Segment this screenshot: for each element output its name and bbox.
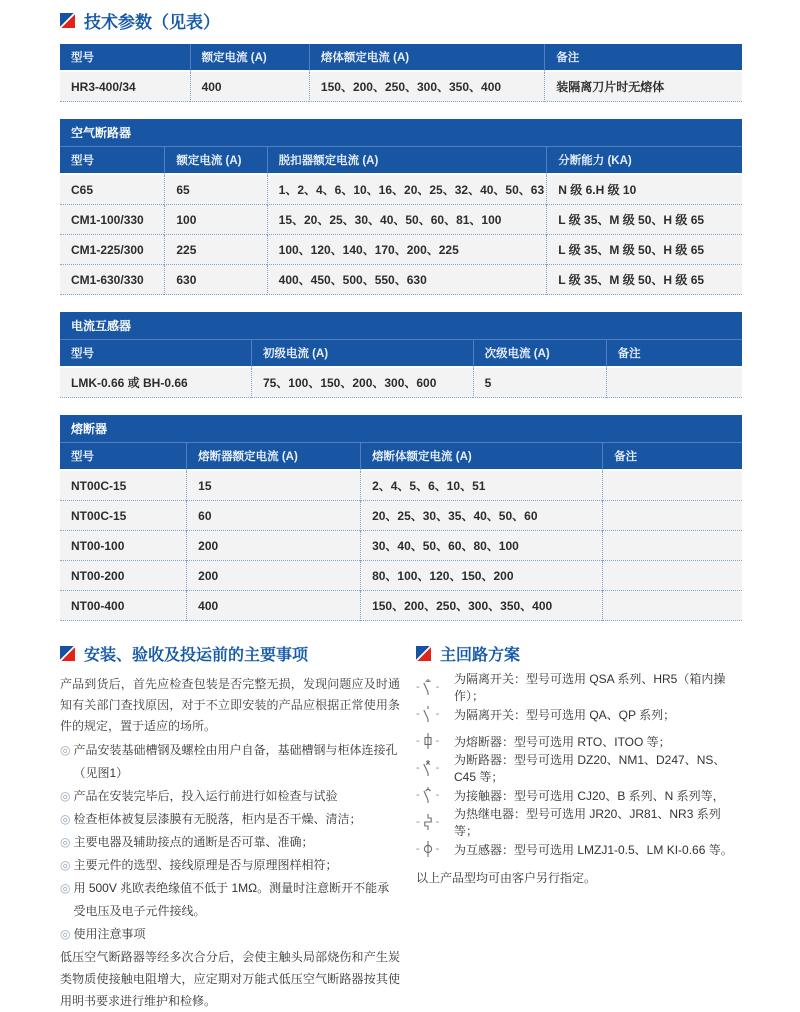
table-cell: 65 — [164, 175, 266, 205]
table-row — [60, 265, 742, 295]
table-row — [60, 531, 742, 561]
circuit-item-text: 为断路器：型号可选用 DZ20、NM1、D247、NS、C45 等； — [454, 753, 726, 784]
table-title-row — [60, 415, 742, 443]
data-table — [60, 44, 742, 102]
circuit-item-text: 为隔离开关：型号可选用 QA、QP 系列； — [454, 707, 676, 722]
table-header-cell: 熔断器额定电流 (A) — [186, 443, 360, 471]
circuit-item-text: 为接触器：型号可选用 CJ20、B 系列、N 系列等， — [454, 788, 725, 803]
table-header-cell: 初级电流 (A) — [251, 340, 473, 368]
circuit-footer: 以上产品型均可由客户另行指定。 — [416, 871, 597, 885]
fuse-icon: - - — [416, 734, 440, 747]
table-header-row — [60, 443, 742, 471]
table-header-cell: 熔断体额定电流 (A) — [360, 443, 602, 471]
circuit-item-text: 为互感器：型号可选用 LMZJ1-0.5、LM KI-0.66 等。 — [454, 842, 733, 857]
table-cell: 30、40、50、60、80、100 — [360, 531, 602, 561]
bullet-text: 主要电器及辅助接点的通断是否可靠、准确； — [73, 835, 314, 849]
table-header-cell: 脱扣器额定电流 (A) — [267, 147, 547, 175]
circuit-item — [416, 807, 742, 838]
table-cell: 200 — [186, 531, 360, 561]
bullet-icon: ◎ — [60, 812, 71, 826]
table-cell — [602, 591, 742, 621]
table-title: 空气断路器 — [60, 119, 742, 147]
table-cell: 400 — [190, 72, 309, 102]
bullet-icon: ◎ — [60, 743, 71, 757]
bullet-line — [60, 739, 400, 785]
table-cell: 225 — [164, 235, 266, 265]
table-header-cell: 型号 — [60, 340, 251, 368]
table-cell: 60 — [186, 501, 360, 531]
table-row — [60, 368, 742, 398]
table-header-cell: 次级电流 (A) — [473, 340, 606, 368]
table-cell: L 级 35、M 级 50、H 级 65 — [546, 265, 742, 295]
circuit-item-text: 为熔断器：型号可选用 RTO、ITOO 等； — [454, 734, 671, 749]
data-table — [60, 312, 742, 398]
install-intro: 产品到货后，首先应检查包装是否完整无损，发现问题应及时通知有关部门查找原因，对于不立即安装的产品应根据正常使用条件的规定，置于适应的场所。 — [60, 677, 400, 733]
table-header-cell: 型号 — [60, 44, 190, 72]
table-header-cell: 型号 — [60, 443, 186, 471]
circuit-item — [416, 672, 742, 703]
table-row — [60, 561, 742, 591]
table-cell: 400、450、500、550、630 — [267, 265, 547, 295]
table-cell: 200 — [186, 561, 360, 591]
table-cell: CM1-100/330 — [60, 205, 164, 235]
air-breaker-table-host — [60, 119, 742, 295]
table-cell — [602, 531, 742, 561]
circuit-item — [416, 753, 742, 784]
circuit-item-list — [416, 674, 742, 862]
circuit-item — [416, 836, 742, 862]
table-row — [60, 205, 742, 235]
table-cell: 15 — [186, 471, 360, 501]
bullet-text: 使用注意事项 — [73, 927, 146, 941]
bullet-icon: ◎ — [60, 858, 71, 872]
install-section — [60, 642, 400, 1012]
table-cell: N 级 6.H 级 10 — [546, 175, 742, 205]
section-title-tech-params — [60, 8, 742, 33]
table-cell: L 级 35、M 级 50、H 级 65 — [546, 235, 742, 265]
bullet-line — [60, 923, 400, 946]
table-header-cell: 备注 — [602, 443, 742, 471]
table-cell: CM1-225/300 — [60, 235, 164, 265]
table-cell: 100、120、140、170、200、225 — [267, 235, 547, 265]
bullet-line — [60, 785, 400, 808]
table-cell: 100 — [164, 205, 266, 235]
bullet-text: 检查柜体被复层漆膜有无脱落，柜内是否干燥、清洁； — [73, 812, 362, 826]
isolator-switch-bar-icon: - - — [416, 678, 454, 696]
install-note: 低压空气断路器等经多次合分后，会使主触头局部烧伤和产生炭类物质使接触电阻增大，应定期对万能式低压空气断路器按其使用明书要求进行维护和检修。 — [60, 950, 400, 1008]
table-header-row — [60, 44, 742, 72]
circuit-breaker-icon: - - — [416, 759, 454, 777]
table-cell — [602, 471, 742, 501]
fuse-switch-table-host — [60, 44, 742, 102]
table-row — [60, 591, 742, 621]
bullet-line — [60, 854, 400, 877]
transformer-icon: - - — [416, 842, 440, 855]
data-table — [60, 415, 742, 621]
contactor-icon: - - — [416, 786, 454, 804]
table-cell — [602, 501, 742, 531]
bullet-text: 产品在安装完毕后，投入运行前进行如检查与试验 — [73, 789, 338, 803]
table-cell — [606, 368, 742, 398]
table-title-row — [60, 119, 742, 147]
table-cell: NT00-200 — [60, 561, 186, 591]
table-header-cell: 熔体额定电流 (A) — [309, 44, 544, 72]
table-cell: 2、4、5、6、10、51 — [360, 471, 602, 501]
table-cell: 75、100、150、200、300、600 — [251, 368, 473, 398]
bullet-icon: ◎ — [60, 927, 71, 941]
fuse-table-host — [60, 415, 742, 621]
flag-icon — [416, 646, 431, 661]
table-cell: 装隔离刀片时无熔体 — [544, 72, 742, 102]
table-row — [60, 235, 742, 265]
table-cell: CM1-630/330 — [60, 265, 164, 295]
isolator-switch-icon: - - — [416, 705, 454, 723]
table-cell: NT00C-15 — [60, 501, 186, 531]
current-transformer-table-host — [60, 312, 742, 398]
bullet-line — [60, 808, 400, 831]
bottom-columns — [60, 642, 742, 1012]
bullet-text: 用 500V 兆欧表绝缘值不低于 1MΩ。测量时注意断开不能承受电压及电子元件接线。 — [73, 881, 390, 918]
bullet-icon: ◎ — [60, 881, 71, 895]
table-title: 熔断器 — [60, 415, 742, 443]
table-title-row — [60, 312, 742, 340]
table-header-cell: 分断能力 (KA) — [546, 147, 742, 175]
bullet-line — [60, 877, 400, 923]
table-cell: NT00-400 — [60, 591, 186, 621]
install-bullet-list — [60, 739, 400, 946]
table-cell: 80、100、120、150、200 — [360, 561, 602, 591]
table-title: 电流互感器 — [60, 312, 742, 340]
table-cell — [602, 561, 742, 591]
table-cell: 400 — [186, 591, 360, 621]
table-cell: HR3-400/34 — [60, 72, 190, 102]
bullet-icon: ◎ — [60, 789, 71, 803]
table-header-cell: 额定电流 (A) — [190, 44, 309, 72]
circuit-item — [416, 701, 742, 727]
data-table — [60, 119, 742, 295]
table-row — [60, 471, 742, 501]
circuit-section — [416, 642, 742, 1012]
circuit-item-text: 为热继电器：型号可选用 JR20、JR81、NR3 系列等； — [454, 807, 721, 838]
table-cell: C65 — [60, 175, 164, 205]
section-title-circuit — [416, 642, 742, 665]
page-title: 技术参数（见表） — [84, 13, 220, 32]
table-header-cell: 额定电流 (A) — [164, 147, 266, 175]
table-cell: 5 — [473, 368, 606, 398]
circuit-item-text: 为隔离开关：型号可选用 QSA 系列、HR5（箱内操作）； — [454, 672, 726, 703]
section-title-install — [60, 642, 400, 665]
table-cell: NT00C-15 — [60, 471, 186, 501]
table-header-row — [60, 147, 742, 175]
flag-icon — [60, 646, 75, 661]
circuit-title: 主回路方案 — [440, 647, 521, 664]
table-row — [60, 175, 742, 205]
thermal-relay-icon: - - — [416, 813, 454, 831]
table-cell: 20、25、30、35、40、50、60 — [360, 501, 602, 531]
table-header-row — [60, 340, 742, 368]
bullet-icon: ◎ — [60, 835, 71, 849]
bullet-line — [60, 831, 400, 854]
install-title: 安装、验收及投运前的主要事项 — [84, 647, 309, 664]
table-cell: 630 — [164, 265, 266, 295]
bullet-text: 产品安装基础槽钢及螺栓由用户自备，基础槽钢与柜体连接孔（见图1） — [73, 743, 398, 780]
table-cell: 15、20、25、30、40、50、60、81、100 — [267, 205, 547, 235]
table-cell: 150、200、250、300、350、400 — [360, 591, 602, 621]
table-header-cell: 型号 — [60, 147, 164, 175]
table-cell: L 级 35、M 级 50、H 级 65 — [546, 205, 742, 235]
table-cell: 1、2、4、6、10、16、20、25、32、40、50、63 — [267, 175, 547, 205]
bullet-text: 主要元件的选型、接线原理是否与原理图样相符； — [73, 858, 338, 872]
table-row — [60, 501, 742, 531]
table-header-cell: 备注 — [544, 44, 742, 72]
table-cell: 150、200、250、300、350、400 — [309, 72, 544, 102]
flag-icon — [60, 13, 75, 28]
table-row — [60, 72, 742, 102]
table-header-cell: 备注 — [606, 340, 742, 368]
table-cell: NT00-100 — [60, 531, 186, 561]
table-cell: LMK-0.66 或 BH-0.66 — [60, 368, 251, 398]
